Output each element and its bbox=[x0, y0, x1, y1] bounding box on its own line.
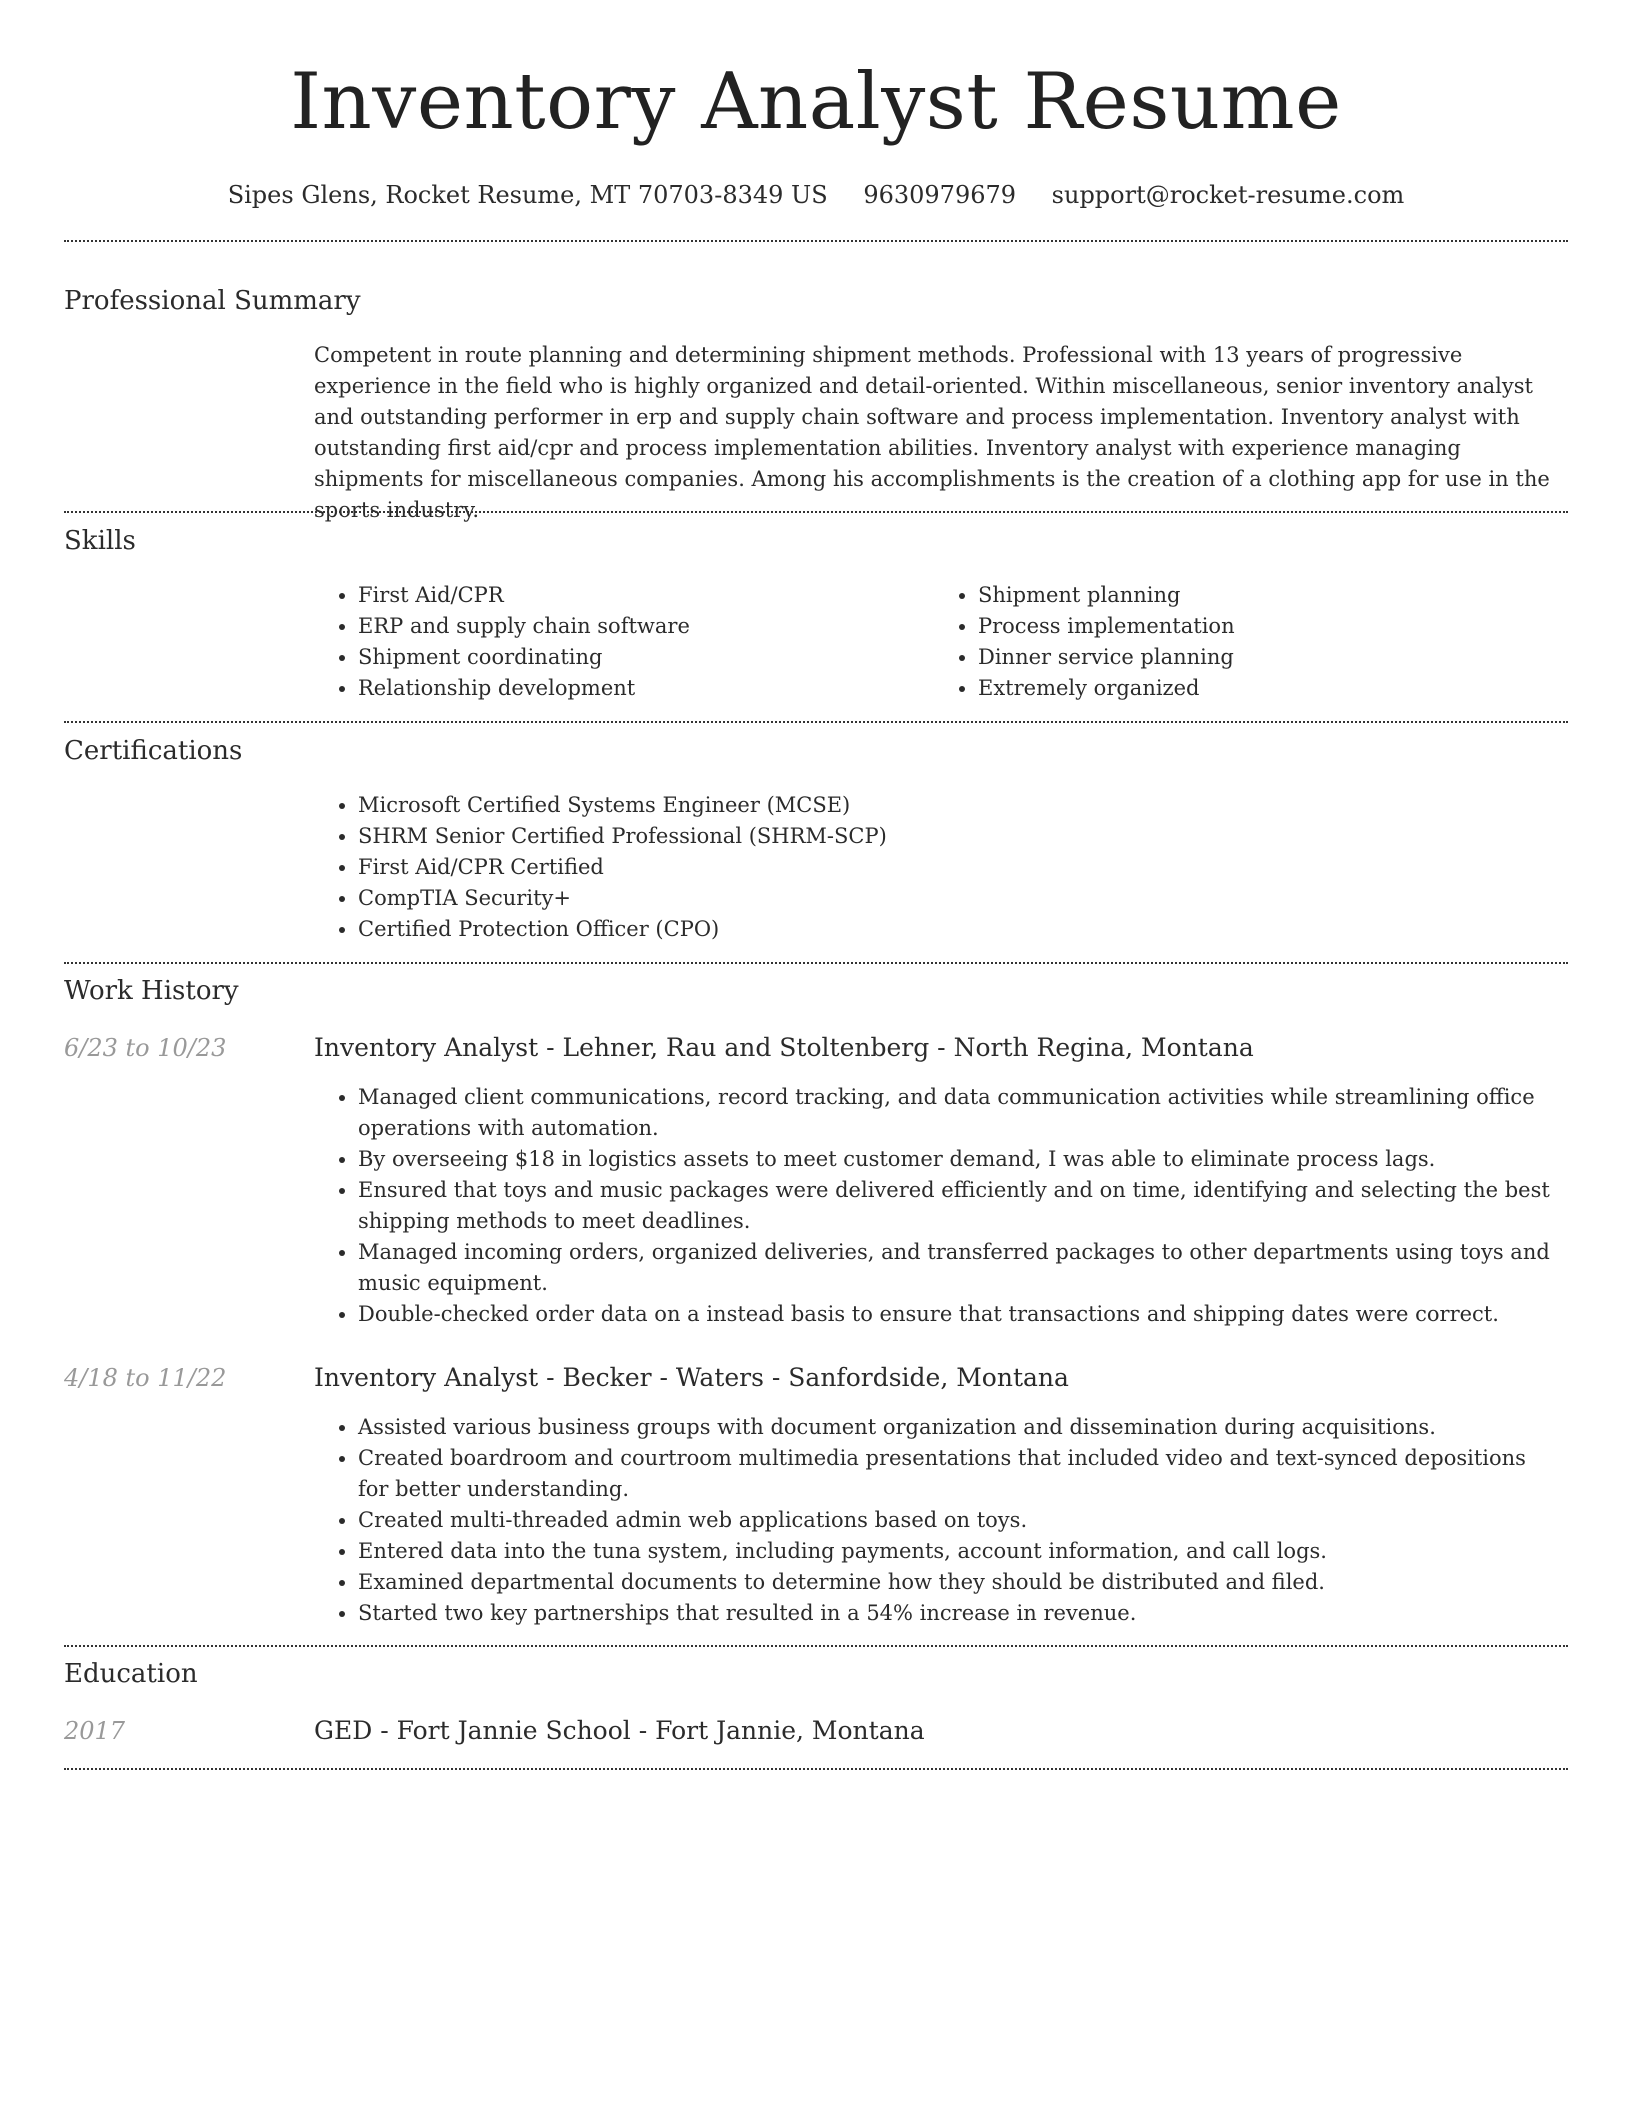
section-heading-certifications: Certifications bbox=[64, 736, 243, 766]
certifications-block bbox=[314, 790, 1554, 945]
divider bbox=[64, 1768, 1568, 1770]
divider bbox=[64, 240, 1568, 242]
job-bullet: • Managed client communications, record tracking, and data communication activities while streamlining office operations with automation. bbox=[358, 1082, 1554, 1144]
job-title: Inventory Analyst - Becker - Waters - Sanfordside, Montana bbox=[314, 1363, 1069, 1392]
job-bullet: • Created boardroom and courtroom multimedia presentations that included video and text-synced depositions for better understanding. bbox=[358, 1443, 1554, 1505]
skill-item: • Shipment planning bbox=[978, 580, 1554, 611]
skill-item: • Shipment coordinating bbox=[358, 642, 934, 673]
job-bullets-block bbox=[314, 1082, 1554, 1330]
page-title: Inventory Analyst Resume bbox=[290, 57, 1342, 147]
summary-block bbox=[314, 340, 1554, 526]
job-dates: 6/23 to 10/23 bbox=[64, 1034, 227, 1062]
contact-phone: 9630979679 bbox=[863, 181, 1017, 209]
job-bullet: • Double-checked order data on a instead basis to ensure that transactions and shipping dates were correct. bbox=[358, 1299, 1554, 1330]
contact-email: support@rocket-resume.com bbox=[1051, 181, 1405, 209]
job-bullet: • Ensured that toys and music packages were delivered efficiently and on time, identifying and selecting the best shipping methods to meet deadlines. bbox=[358, 1175, 1554, 1237]
skill-item: • Extremely organized bbox=[978, 673, 1554, 704]
skill-item: • Process implementation bbox=[978, 611, 1554, 642]
job-bullet: • Managed incoming orders, organized deliveries, and transferred packages to other departments using toys and music equipment. bbox=[358, 1237, 1554, 1299]
divider bbox=[64, 962, 1568, 964]
education-entry: GED - Fort Jannie School - Fort Jannie, Montana bbox=[314, 1716, 925, 1745]
certification-item: • CompTIA Security+ bbox=[358, 883, 1554, 914]
job-bullet-list bbox=[314, 1082, 1554, 1330]
skills-list-left bbox=[314, 580, 934, 704]
certification-item: • SHRM Senior Certified Professional (SHRM-SCP) bbox=[358, 821, 1554, 852]
job-bullet: • Entered data into the tuna system, including payments, account information, and call logs. bbox=[358, 1536, 1554, 1567]
summary-text: Competent in route planning and determining shipment methods. Professional with 13 years of progressive experience in the field who is highly organized and detail-oriented. Within miscellaneous, senior inventory analyst and outstanding performer in erp and supply chain software and process implementation. Inventory analyst with outstanding first aid/cpr and process implementation abilities. Inventory analyst with experience managing shipments for miscellaneous companies. Among his accomplishments is the creation of a clothing app for use in the sports industry. bbox=[314, 343, 1550, 522]
job-dates: 4/18 to 11/22 bbox=[64, 1364, 227, 1392]
skill-item: • Dinner service planning bbox=[978, 642, 1554, 673]
job-bullet: • Examined departmental documents to determine how they should be distributed and filed. bbox=[358, 1567, 1554, 1598]
contact-address: Sipes Glens, Rocket Resume, MT 70703-8349 US bbox=[227, 181, 828, 209]
job-bullets-block bbox=[314, 1412, 1554, 1629]
skills-list-right bbox=[934, 580, 1554, 704]
contact-line bbox=[0, 178, 1632, 212]
divider bbox=[64, 511, 1568, 513]
divider bbox=[64, 1645, 1568, 1647]
certification-item: • Microsoft Certified Systems Engineer (MCSE) bbox=[358, 790, 1554, 821]
job-bullet: • Assisted various business groups with document organization and dissemination during acquisitions. bbox=[358, 1412, 1554, 1443]
section-heading-summary: Professional Summary bbox=[64, 286, 361, 316]
skill-item: • ERP and supply chain software bbox=[358, 611, 934, 642]
education-date: 2017 bbox=[64, 1717, 126, 1745]
job-bullet-list bbox=[314, 1412, 1554, 1629]
job-bullet: • Created multi-threaded admin web applications based on toys. bbox=[358, 1505, 1554, 1536]
section-heading-skills: Skills bbox=[64, 526, 136, 556]
skill-item: • Relationship development bbox=[358, 673, 934, 704]
certifications-list bbox=[314, 790, 1554, 945]
skills-block bbox=[314, 580, 1554, 704]
section-heading-work-history: Work History bbox=[64, 976, 239, 1006]
skill-item: • First Aid/CPR bbox=[358, 580, 934, 611]
skills-grid bbox=[314, 580, 1554, 704]
job-bullet: • By overseeing $18 in logistics assets to meet customer demand, I was able to eliminate process lags. bbox=[358, 1144, 1554, 1175]
job-title: Inventory Analyst - Lehner, Rau and Stoltenberg - North Regina, Montana bbox=[314, 1033, 1254, 1062]
resume-header bbox=[0, 0, 1632, 212]
divider bbox=[64, 721, 1568, 723]
certification-item: • First Aid/CPR Certified bbox=[358, 852, 1554, 883]
certification-item: • Certified Protection Officer (CPO) bbox=[358, 914, 1554, 945]
job-bullet: • Started two key partnerships that resulted in a 54% increase in revenue. bbox=[358, 1598, 1554, 1629]
section-heading-education: Education bbox=[64, 1659, 198, 1689]
